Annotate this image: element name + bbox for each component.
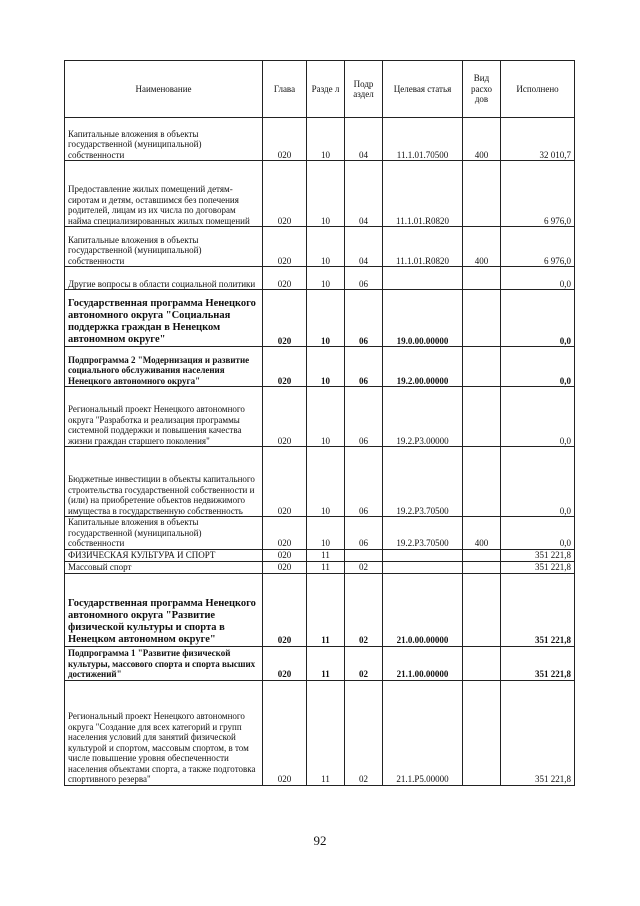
table-row (65, 680, 575, 785)
row-executed-cell: 6 976,0 (501, 227, 575, 267)
row-target-cell: 21.1.00.00000 (383, 646, 463, 680)
page-number: 92 (313, 833, 327, 848)
row-executed-cell: 351 221,8 (501, 549, 575, 561)
row-chapter-cell: 020 (263, 161, 307, 227)
header-chapter: Глава (263, 61, 307, 118)
header-executed: Исполнено (501, 61, 575, 118)
row-expense-cell (463, 161, 501, 227)
row-subsection-cell: 02 (345, 561, 383, 573)
row-name-cell: Предоставление жилых помещений детям-сиротам и детям, оставшимся без попечения родителей, лицам из их числа по договорам найма специализированных жилых помещений (65, 161, 263, 227)
row-expense-cell (463, 561, 501, 573)
row-subsection-cell: 06 (345, 347, 383, 387)
row-executed-cell: 0,0 (501, 447, 575, 517)
row-section-cell: 10 (307, 447, 345, 517)
table-row (65, 118, 575, 161)
row-name-cell: Другие вопросы в области социальной политики (65, 267, 263, 290)
row-subsection-cell: 06 (345, 387, 383, 447)
row-section-cell: 10 (307, 227, 345, 267)
row-expense-cell: 400 (463, 118, 501, 161)
row-chapter-cell: 020 (263, 549, 307, 561)
row-name-cell: Капитальные вложения в объекты государственной (муниципальной) собственности (65, 118, 263, 161)
row-target-cell (383, 561, 463, 573)
row-subsection-cell: 06 (345, 517, 383, 550)
table-row (65, 290, 575, 347)
row-target-cell: 11.1.01.R0820 (383, 161, 463, 227)
row-name-cell: Подпрограмма 1 "Развитие физической культуры, массового спорта и спорта высших достижений" (65, 646, 263, 680)
row-chapter-cell: 020 (263, 573, 307, 646)
row-expense-cell: 400 (463, 517, 501, 550)
row-chapter-cell: 020 (263, 267, 307, 290)
row-expense-cell (463, 267, 501, 290)
row-target-cell: 11.1.01.R0820 (383, 227, 463, 267)
row-subsection-cell: 04 (345, 227, 383, 267)
row-chapter-cell: 020 (263, 680, 307, 785)
table-row (65, 267, 575, 290)
row-chapter-cell: 020 (263, 517, 307, 550)
row-section-cell: 11 (307, 680, 345, 785)
row-section-cell: 10 (307, 517, 345, 550)
row-subsection-cell: 02 (345, 573, 383, 646)
row-chapter-cell: 020 (263, 646, 307, 680)
row-executed-cell: 351 221,8 (501, 646, 575, 680)
row-subsection-cell: 02 (345, 646, 383, 680)
row-section-cell: 10 (307, 347, 345, 387)
table-row (65, 573, 575, 646)
header-expense: Вид расхо дов (463, 61, 501, 118)
row-section-cell: 10 (307, 118, 345, 161)
row-target-cell: 19.2.P3.00000 (383, 387, 463, 447)
row-name-cell: ФИЗИЧЕСКАЯ КУЛЬТУРА И СПОРТ (65, 549, 263, 561)
row-name-cell: Бюджетные инвестиции в объекты капитального строительства государственной собственности и (или) на приобретение объектов недвижимого имущества в государственную собственность (65, 447, 263, 517)
row-name-cell: Региональный проект Ненецкого автономного округа "Разработка и реализация программы системной поддержки и повышения качества жизни граждан старшего поколения" (65, 387, 263, 447)
row-expense-cell (463, 573, 501, 646)
row-section-cell: 10 (307, 267, 345, 290)
row-chapter-cell: 020 (263, 227, 307, 267)
row-name-cell: Массовый спорт (65, 561, 263, 573)
row-target-cell: 19.2.P3.70500 (383, 447, 463, 517)
row-executed-cell: 32 010,7 (501, 118, 575, 161)
row-chapter-cell: 020 (263, 387, 307, 447)
table-row (65, 517, 575, 550)
row-subsection-cell: 06 (345, 447, 383, 517)
table-row (65, 387, 575, 447)
table-row (65, 646, 575, 680)
row-name-cell: Государственная программа Ненецкого автономного округа "Развитие физической культуры и спорта в Ненецком автономном округе" (65, 573, 263, 646)
row-target-cell: 19.0.00.00000 (383, 290, 463, 347)
row-subsection-cell: 02 (345, 680, 383, 785)
row-section-cell: 11 (307, 549, 345, 561)
row-name-cell: Капитальные вложения в объекты государственной (муниципальной) собственности (65, 227, 263, 267)
table-row (65, 227, 575, 267)
header-target: Целевая статья (383, 61, 463, 118)
row-target-cell (383, 549, 463, 561)
row-expense-cell (463, 387, 501, 447)
row-expense-cell (463, 646, 501, 680)
row-target-cell: 11.1.01.70500 (383, 118, 463, 161)
row-subsection-cell (345, 549, 383, 561)
table-row (65, 161, 575, 227)
row-executed-cell: 351 221,8 (501, 561, 575, 573)
row-expense-cell (463, 447, 501, 517)
row-name-cell: Подпрограмма 2 "Модернизация и развитие социального обслуживания населения Ненецкого автономного округа" (65, 347, 263, 387)
row-executed-cell: 0,0 (501, 517, 575, 550)
row-subsection-cell: 06 (345, 290, 383, 347)
header-section: Разде л (307, 61, 345, 118)
row-executed-cell: 0,0 (501, 387, 575, 447)
row-executed-cell: 0,0 (501, 267, 575, 290)
row-name-cell: Государственная программа Ненецкого автономного округа "Социальная поддержка граждан в Ненецком автономном округе" (65, 290, 263, 347)
header-name: Наименование (65, 61, 263, 118)
budget-table (64, 60, 575, 786)
row-section-cell: 10 (307, 161, 345, 227)
row-executed-cell: 0,0 (501, 347, 575, 387)
row-subsection-cell: 04 (345, 118, 383, 161)
row-executed-cell: 351 221,8 (501, 573, 575, 646)
row-target-cell (383, 267, 463, 290)
row-target-cell: 21.0.00.00000 (383, 573, 463, 646)
table-row (65, 347, 575, 387)
header-subsection: Подр аздел (345, 61, 383, 118)
row-expense-cell (463, 549, 501, 561)
row-section-cell: 10 (307, 387, 345, 447)
row-section-cell: 11 (307, 573, 345, 646)
row-executed-cell: 0,0 (501, 290, 575, 347)
row-chapter-cell: 020 (263, 118, 307, 161)
row-expense-cell (463, 680, 501, 785)
row-target-cell: 19.2.P3.70500 (383, 517, 463, 550)
row-section-cell: 11 (307, 561, 345, 573)
row-executed-cell: 6 976,0 (501, 161, 575, 227)
table-row (65, 561, 575, 573)
row-target-cell: 21.1.P5.00000 (383, 680, 463, 785)
table-row (65, 447, 575, 517)
row-expense-cell: 400 (463, 227, 501, 267)
row-target-cell: 19.2.00.00000 (383, 347, 463, 387)
row-chapter-cell: 020 (263, 561, 307, 573)
row-name-cell: Региональный проект Ненецкого автономного округа "Создание для всех категорий и групп населения условий для занятий физической культурой и спортом, массовым спортом, в том числе повышение уровня обеспеченности населения объектами спорта, а также подготовка спортивного резерва" (65, 680, 263, 785)
row-subsection-cell: 06 (345, 267, 383, 290)
row-section-cell: 10 (307, 290, 345, 347)
row-chapter-cell: 020 (263, 447, 307, 517)
table-header-row (65, 61, 575, 118)
row-expense-cell (463, 347, 501, 387)
row-name-cell: Капитальные вложения в объекты государственной (муниципальной) собственности (65, 517, 263, 550)
row-subsection-cell: 04 (345, 161, 383, 227)
row-executed-cell: 351 221,8 (501, 680, 575, 785)
row-section-cell: 11 (307, 646, 345, 680)
row-chapter-cell: 020 (263, 290, 307, 347)
row-chapter-cell: 020 (263, 347, 307, 387)
table-row (65, 549, 575, 561)
row-expense-cell (463, 290, 501, 347)
